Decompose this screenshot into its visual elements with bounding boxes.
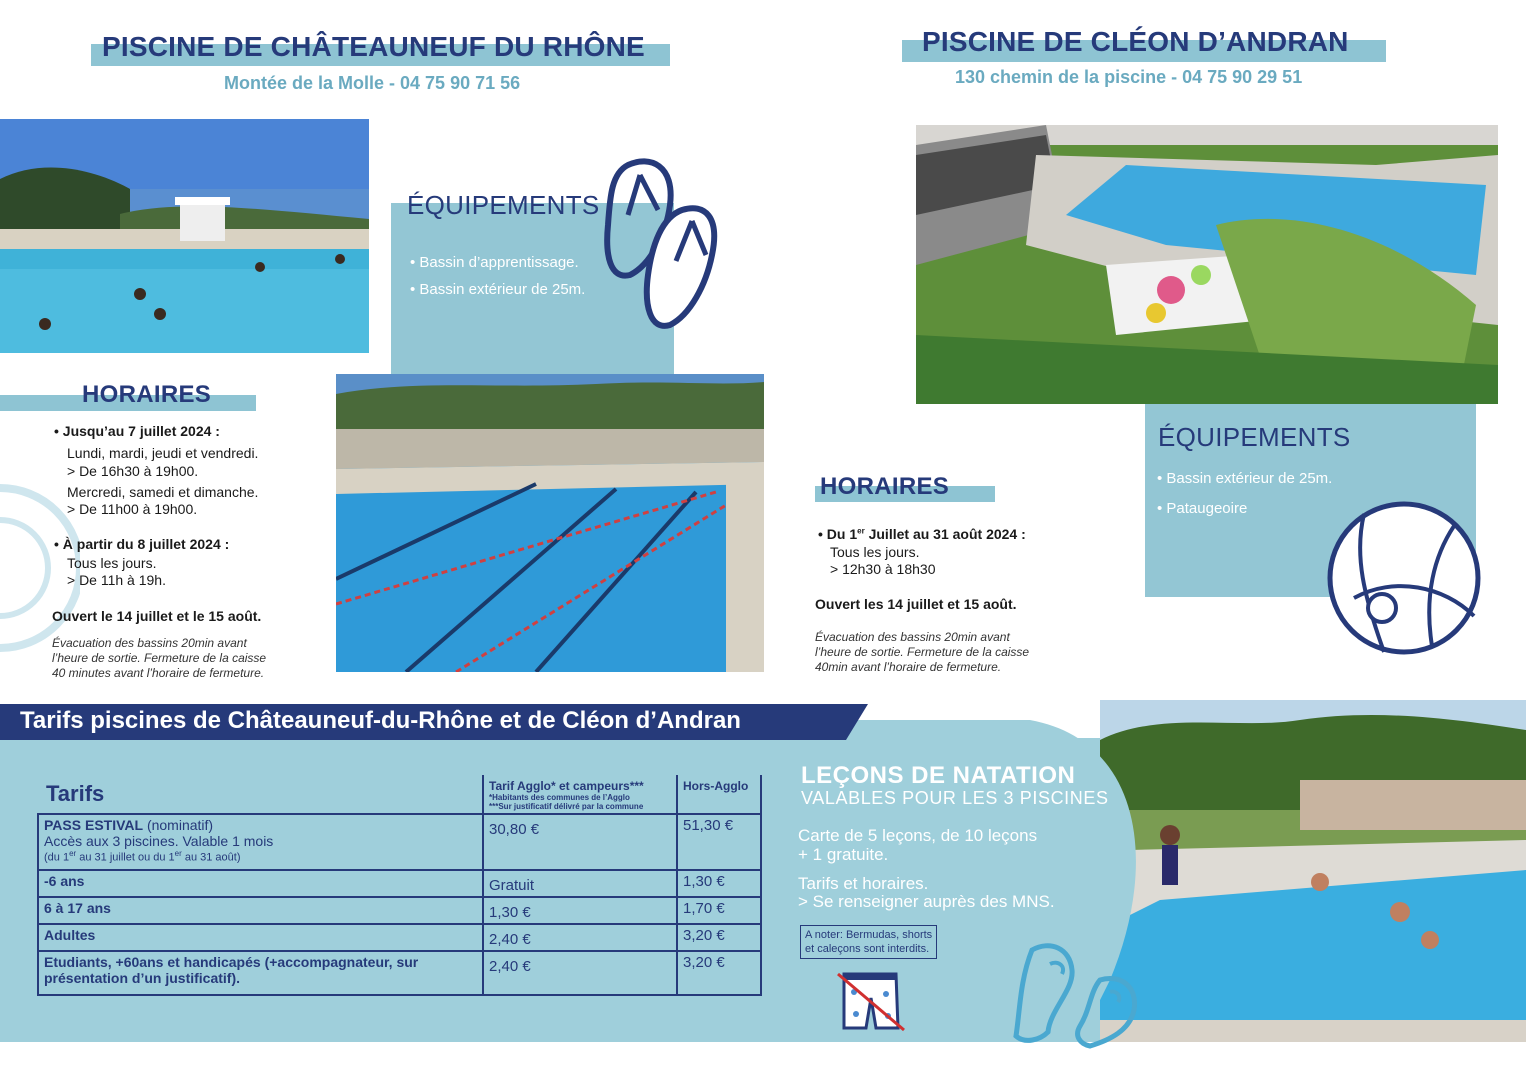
left-evac-line-1: Évacuation des bassins 20min avant [52,636,247,650]
pass-dates-sup-1: er [69,849,77,858]
right-pool-title: PISCINE DE CLÉON D’ANDRAN [922,26,1349,57]
right-equip-item-1: • Bassin extérieur de 25m. [1157,470,1332,487]
lecons-note-2: et caleçons sont interdits. [805,943,930,955]
right-pool-contact: 130 chemin de la piscine - 04 75 90 29 51 [955,67,1303,87]
left-hours-2: > De 11h00 à 19h00. [67,501,198,517]
cell-row0-label: -6 ans [38,870,483,897]
col-hors-label: Hors-Agglo [683,779,749,793]
left-hours-1: > De 16h30 à 19h00. [67,463,199,479]
cell-row3-agglo: 2,40 € [483,951,677,995]
no-shorts-icon [836,970,906,1032]
table-header-row [38,775,761,814]
right-evac-line-2: l’heure de sortie. Fermeture de la caisse [815,645,1030,659]
col-agglo-label: Tarif Agglo* et campeurs*** [489,779,644,793]
photo-chateauneuf-lanes [336,374,764,672]
table-row-pass [38,814,761,870]
flip-flops-icon [600,155,720,335]
right-open-note: Ouvert les 14 juillet et 15 août. [815,596,1017,612]
left-horaires-title: HORAIRES [82,381,212,408]
cell-row2-hors: 3,20 € [677,924,761,951]
left-days-3: Tous les jours. [67,555,157,571]
right-horaires-title: HORAIRES [820,473,950,500]
cell-pass-hors: 51,30 € [677,814,761,870]
right-evac-line-3: 40min avant l’horaire de fermeture. [815,660,1002,674]
left-days-2: Mercredi, samedi et dimanche. [67,484,259,500]
left-equip-item-2: • Bassin extérieur de 25m. [410,281,585,298]
left-evac-line-2: l’heure de sortie. Fermeture de la caisse [52,651,267,665]
photo-chateauneuf-pool-kids [0,119,369,353]
lecons-title: LEÇONS DE NATATION [801,762,1076,789]
left-pool-title: PISCINE DE CHÂTEAUNEUF DU RHÔNE [102,31,645,62]
left-open-note: Ouvert le 14 juillet et le 15 août. [52,608,262,624]
pass-dates-b: au 31 juillet ou du 1 [76,851,175,864]
right-evac-note [815,630,1085,675]
left-evac-note [52,636,322,681]
cell-row0-agglo: Gratuit [483,870,677,897]
lecons-text-3: Tarifs et horaires. [798,874,929,893]
pass-desc: Accès aux 3 piscines. Valable 1 mois [44,833,274,849]
lecons-text-4: > Se renseigner auprès des MNS. [798,892,1055,911]
left-equipements-title: ÉQUIPEMENTS [407,190,600,220]
col-header-agglo [483,775,677,814]
table-row [38,870,761,897]
cell-pass-label [38,814,483,870]
pass-qualifier: (nominatif) [143,817,214,833]
cell-row2-agglo: 2,40 € [483,924,677,951]
tarifs-table [37,775,762,996]
swim-fins-icon [1010,940,1160,1050]
pass-dates-a: (du 1 [44,851,70,864]
photo-cleon-aerial [916,125,1498,404]
right-period-sup: er [857,526,865,536]
right-equipements-title: ÉQUIPEMENTS [1158,422,1351,452]
left-equip-item-1: • Bassin d’apprentissage. [410,254,579,271]
col-agglo-note-1: *Habitants des communes de l’Agglo [489,793,630,802]
right-equip-item-2: • Pataugeoire [1157,500,1247,517]
left-evac-line-3: 40 minutes avant l’horaire de fermeture. [52,666,265,680]
tarifs-header: Tarifs piscines de Châteauneuf-du-Rhône et de Cléon d’Andran [20,707,741,734]
cell-row1-label: 6 à 17 ans [38,897,483,924]
left-days-1: Lundi, mardi, jeudi et vendredi. [67,445,259,461]
lecons-text-1: Carte de 5 leçons, de 10 leçons [798,826,1038,845]
col-agglo-note-2: ***Sur justificatif délivré par la commune [489,802,644,811]
col-header-hors [677,775,761,814]
tarifs-label-cell [38,775,483,814]
left-period-2: • À partir du 8 juillet 2024 : [54,536,229,552]
right-period [818,526,1026,542]
lecons-subtitle: VALABLES POUR LES 3 PISCINES [801,788,1109,808]
beach-ball-icon [1314,516,1494,640]
tarifs-label: Tarifs [46,781,105,806]
cell-row3-hors: 3,20 € [677,951,761,995]
left-period-1: • Jusqu’au 7 juillet 2024 : [54,423,220,439]
cell-row1-hors: 1,70 € [677,897,761,924]
cell-pass-agglo: 30,80 € [483,814,677,870]
right-days: Tous les jours. [830,544,920,560]
left-pool-contact: Montée de la Molle - 04 75 90 71 56 [224,73,521,93]
right-period-post: Juillet au 31 août 2024 : [864,526,1026,542]
pass-dates-sup-2: er [174,849,182,858]
lecons-note-1: A noter: Bermudas, shorts [805,929,933,941]
tarifs-table-wrap [37,775,762,996]
lecons-text-2: + 1 gratuite. [798,845,889,864]
table-row [38,924,761,951]
cell-row3-label: Etudiants, +60ans et handicapés (+accompagnateur, sur présentation d’un justificatif). [38,951,483,995]
table-row [38,897,761,924]
right-hours: > 12h30 à 18h30 [830,561,936,577]
lecons-note-box [800,925,937,959]
left-hours-3: > De 11h à 19h. [67,572,166,588]
right-period-pre: Du 1 [826,526,858,542]
cell-row1-agglo: 1,30 € [483,897,677,924]
pass-name: PASS ESTIVAL [44,817,144,833]
table-row [38,951,761,995]
cell-row0-hors: 1,30 € [677,870,761,897]
right-evac-line-1: Évacuation des bassins 20min avant [815,630,1010,644]
pass-dates-c: au 31 août) [181,851,241,864]
pass-dates [44,849,477,864]
cell-row2-label: Adultes [38,924,483,951]
